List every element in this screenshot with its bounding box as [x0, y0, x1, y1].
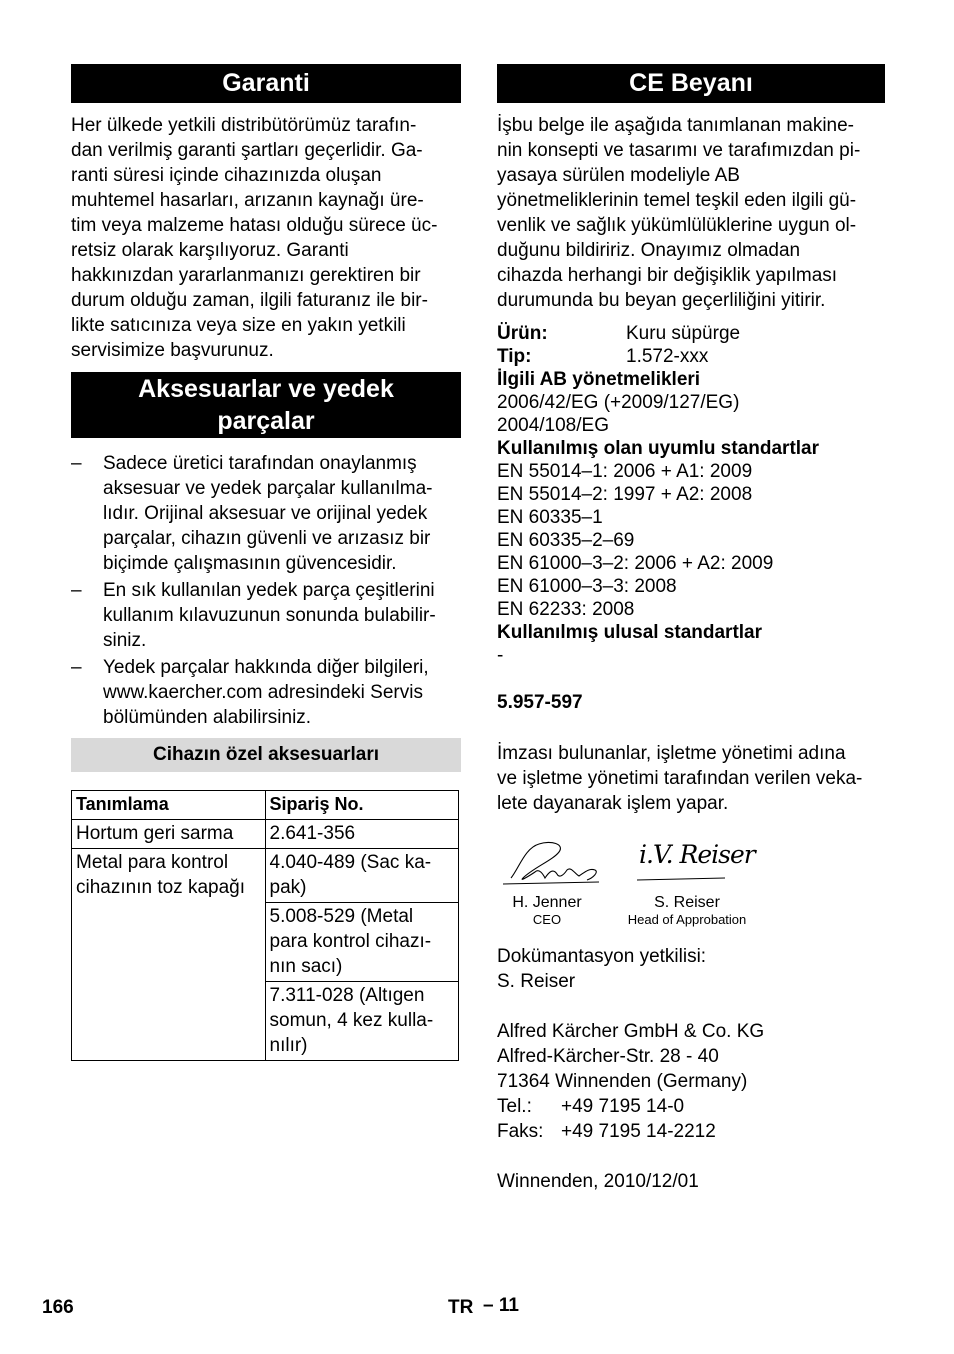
dash-marker: –	[71, 453, 82, 474]
directive-item: 2004/108/EG	[497, 415, 609, 436]
phone-label: Tel.:	[497, 1096, 532, 1117]
text-line: somun, 4 kez kulla-	[269, 1010, 434, 1031]
list-item	[71, 451, 461, 576]
signatories-text	[497, 741, 885, 816]
fax-label: Faks:	[497, 1121, 544, 1142]
text-line: para kontrol cihazı-	[269, 931, 432, 952]
place-date: Winnenden, 2010/12/01	[497, 1171, 699, 1192]
national-standards-label: Kullanılmış ulusal standartlar	[497, 622, 763, 643]
company-city: 71364 Winnenden (Germany)	[497, 1071, 748, 1092]
signatory-name: H. Jenner	[512, 894, 582, 911]
text-line: İmzası bulunanlar, işletme yönetimi adına	[497, 743, 846, 764]
text-line: Metal para kontrol	[76, 852, 229, 873]
table-row	[72, 849, 459, 903]
signatures-block	[497, 836, 885, 931]
list-item	[71, 578, 461, 653]
signatory-jenner	[497, 894, 597, 928]
text-line: retsiz olarak karşılıyoruz. Garanti	[71, 240, 349, 261]
signatory-reiser	[621, 894, 753, 928]
table-cell: Hortum geri sarma	[72, 820, 266, 849]
text-line: venlik ve sağlık yükümlülüklerine uygun ol-	[497, 215, 857, 236]
list-item	[71, 655, 461, 730]
type-label: Tip:	[497, 346, 532, 367]
company-name: Alfred Kärcher GmbH & Co. KG	[497, 1021, 765, 1042]
standard-item: EN 61000–3–2: 2006 + A2: 2009	[497, 553, 774, 574]
table-cell	[265, 982, 459, 1061]
text-line: Her ülkede yetkili distribütörümüz tarafın-	[71, 115, 417, 136]
text-line: muhtemel hasarları, arızanın kaynağı üre-	[71, 190, 424, 211]
text-line: nin konsepti ve tasarımı ve tarafımızdan pi-	[497, 140, 861, 161]
accessories-heading	[71, 372, 461, 438]
text-line: cihazının toz kapağı	[76, 877, 245, 898]
fax-value: +49 7195 14-2212	[561, 1121, 716, 1142]
text-line: 4.040-489 (Sac ka-	[269, 852, 432, 873]
text-line: 5.008-529 (Metal	[269, 906, 414, 927]
column-header-description: Tanımlama	[72, 791, 266, 820]
text-line: bölümünden alabilirsiniz.	[103, 707, 312, 728]
text-line: aksesuar ve yedek parçalar kullanılma-	[103, 478, 433, 499]
signature-reiser-script: i.V. Reiser	[639, 840, 755, 869]
table-cell	[265, 849, 459, 903]
text-line: pak)	[269, 877, 307, 898]
text-line: likte satıcınıza veya size en yakın yetkili	[71, 315, 406, 336]
doc-owner-label: Dokümantasyon yetkilisi:	[497, 946, 707, 967]
text-line: dan verilmiş garanti şartları geçerlidir. Ga-	[71, 140, 423, 161]
company-street: Alfred-Kärcher-Str. 28 - 40	[497, 1046, 719, 1067]
text-line: ranti süresi içinde cihazınızda oluşan	[71, 165, 382, 186]
accessories-table	[71, 790, 459, 1061]
text-line: servisimize başvurunuz.	[71, 340, 274, 361]
text-line: lete dayanarak işlem yapar.	[497, 793, 729, 814]
phone-row	[497, 1094, 885, 1119]
standard-item: EN 61000–3–3: 2008	[497, 576, 677, 597]
product-details	[497, 322, 885, 667]
signatory-role: Head of Approbation	[627, 912, 747, 927]
standard-item: EN 55014–2: 1997 + A2: 2008	[497, 484, 753, 505]
standard-item: EN 62233: 2008	[497, 599, 635, 620]
standard-item: EN 60335–1	[497, 507, 603, 528]
text-line: ve işletme yönetimi tarafından verilen veka-	[497, 768, 863, 789]
text-line: nın sacı)	[269, 956, 343, 977]
documentation-contact	[497, 944, 885, 994]
table-cell	[72, 849, 266, 1061]
type-value: 1.572-xxx	[626, 346, 709, 367]
ce-declaration-heading: CE Beyanı	[497, 64, 885, 103]
table-cell	[265, 903, 459, 982]
signature-jenner-icon	[499, 838, 611, 890]
table-cell: 2.641-356	[265, 820, 459, 849]
signatory-role: CEO	[532, 912, 562, 927]
standard-item: EN 60335–2–69	[497, 530, 635, 551]
text-line: durumunda bu beyan geçerliliğini yitirir.	[497, 290, 826, 311]
product-label: Ürün:	[497, 323, 548, 344]
text-line: En sık kullanılan yedek parça çeşitlerini	[103, 580, 435, 601]
table-header-row	[72, 791, 459, 820]
standard-item: EN 55014–1: 2006 + A1: 2009	[497, 461, 753, 482]
text-line: yönetmeliklerinin temel teşkil eden ilgili gü-	[497, 190, 857, 211]
section-page: – 11	[483, 1295, 519, 1316]
text-line: lıdır. Orijinal aksesuar ve orijinal yedek	[103, 503, 428, 524]
heading-line: parçalar	[217, 407, 315, 435]
phone-value: +49 7195 14-0	[561, 1096, 685, 1117]
text-line: yasaya sürülen modeliyle AB	[497, 165, 740, 186]
dash-marker: –	[71, 580, 82, 601]
special-accessories-heading: Cihazın özel aksesuarları	[71, 738, 461, 772]
text-line: kullanım kılavuzunun sonunda bulabilir-	[103, 605, 436, 626]
company-address	[497, 1019, 885, 1144]
text-line: 7.311-028 (Altıgen	[269, 985, 425, 1006]
standards-label: Kullanılmış olan uyumlu standartlar	[497, 438, 820, 459]
text-line: nılır)	[269, 1035, 308, 1056]
text-line: İşbu belge ile aşağıda tanımlanan makine-	[497, 115, 855, 136]
text-line: durum olduğu zaman, ilgili faturanız ile bir-	[71, 290, 428, 311]
directive-item: 2006/42/EG (+2009/127/EG)	[497, 392, 740, 413]
heading-line: Aksesuarlar ve yedek	[138, 375, 394, 403]
text-line: hakkınızdan yararlanmanızı gerektiren bir	[71, 265, 421, 286]
warranty-heading: Garanti	[71, 64, 461, 103]
product-row	[497, 322, 885, 345]
product-value: Kuru süpürge	[626, 323, 741, 344]
right-column	[497, 64, 885, 1194]
directives-label: İlgili AB yönetmelikleri	[497, 369, 701, 390]
accessories-list	[71, 451, 461, 730]
dash-marker: –	[71, 657, 82, 678]
type-row	[497, 345, 885, 368]
text-line: tim veya malzeme hatası olduğu sürece üc-	[71, 215, 438, 236]
signatory-name: S. Reiser	[654, 894, 720, 911]
table-row	[72, 820, 459, 849]
text-line: Yedek parçalar hakkında diğer bilgileri,	[103, 657, 429, 678]
text-line: biçimde çalışmasının güvencesidir.	[103, 553, 397, 574]
fax-row	[497, 1119, 885, 1144]
warranty-text	[71, 113, 461, 363]
language-code: TR	[448, 1297, 474, 1318]
doc-owner: S. Reiser	[497, 971, 576, 992]
page-number: 166	[42, 1297, 74, 1318]
text-line: cihazda herhangi bir değişiklik yapılması	[497, 265, 838, 286]
text-line: duğunu bildiririz. Onayımız olmadan	[497, 240, 801, 261]
text-line: Sadece üretici tarafından onaylanmış	[103, 453, 417, 474]
left-column	[71, 64, 461, 1061]
text-line: siniz.	[103, 630, 147, 651]
text-line: parçalar, cihazın güvenli ve arızasız bir	[103, 528, 431, 549]
document-number: 5.957-597	[497, 692, 583, 713]
text-line: www.kaercher.com adresindeki Servis	[103, 682, 423, 703]
column-header-order-number: Sipariş No.	[265, 791, 459, 820]
ce-declaration-text	[497, 113, 885, 313]
national-standards-value: -	[497, 645, 504, 666]
